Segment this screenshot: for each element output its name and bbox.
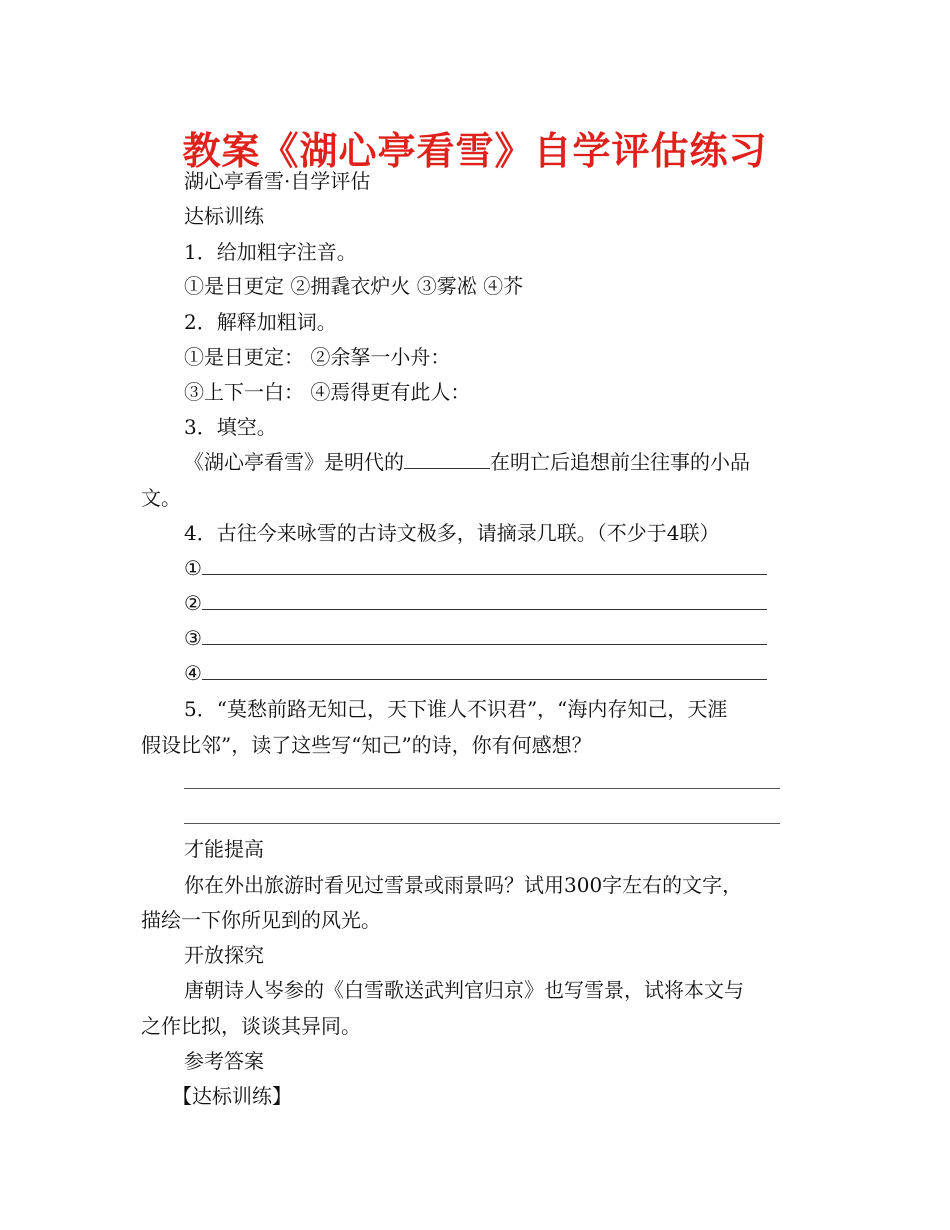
ability-line-2: 描绘一下你所见到的风光。 [141, 908, 381, 932]
question-3-text-before: 《湖心亭看雪》是明代的 [184, 450, 404, 474]
question-3-text-after: 在明亡后追想前尘往事的小品 [490, 450, 750, 474]
answer-blank[interactable] [202, 591, 767, 610]
answer-marker: ② [184, 591, 202, 615]
question-2-items-a: ①是日更定： ②余拏一小舟： [184, 345, 451, 369]
section-heading-ability: 才能提高 [184, 837, 264, 861]
subtitle: 湖心亭看雪·自学评估 [184, 169, 371, 193]
question-4-answer-line-1 [184, 555, 767, 581]
answer-marker: ① [184, 556, 202, 580]
section-heading-open-inquiry: 开放探究 [184, 943, 264, 967]
open-inquiry-line-2: 之作比拟，谈谈其异同。 [141, 1014, 361, 1038]
question-4-answer-line-3 [184, 625, 767, 651]
question-5-answer-rule-2[interactable] [184, 823, 780, 824]
question-4-answer-line-2 [184, 590, 767, 616]
answer-blank[interactable] [202, 556, 767, 575]
section-heading-standard-training: 达标训练 [184, 204, 264, 228]
question-5-line-2: 假设比邻”，读了这些写“知己”的诗，你有何感想？ [141, 733, 592, 757]
answer-blank[interactable] [202, 661, 767, 680]
question-5-answer-rule-1[interactable] [184, 788, 780, 789]
question-4: 4．古往今来咏雪的古诗文极多，请摘录几联。（不少于4联） [184, 521, 720, 545]
question-3-blank[interactable] [404, 450, 490, 469]
answer-marker: ③ [184, 626, 202, 650]
open-inquiry-line-1: 唐朝诗人岑参的《白雪歌送武判官归京》也写雪景，试将本文与 [184, 978, 744, 1002]
document-title: 教案《湖心亭看雪》自学评估练习 [182, 129, 768, 173]
question-2-items-b: ③上下一白： ④焉得更有此人： [184, 380, 471, 404]
question-3-fill-line [184, 449, 750, 475]
question-1-items: ①是日更定 ②拥毳衣炉火 ③雾凇 ④芥 [184, 274, 524, 298]
question-4-answer-line-4 [184, 660, 767, 686]
answer-marker: ④ [184, 661, 202, 685]
ability-line-1: 你在外出旅游时看见过雪景或雨景吗？试用300字左右的文字， [184, 873, 743, 897]
answers-subheading: 【达标训练】 [172, 1084, 292, 1108]
question-5-line-1: 5．“莫愁前路无知己，天下谁人不识君”，“海内存知己，天涯 [184, 697, 728, 721]
answer-blank[interactable] [202, 626, 767, 645]
question-3: 3．填空。 [184, 415, 277, 439]
question-3-wrap: 文。 [141, 486, 181, 510]
question-2: 2．解释加粗词。 [184, 310, 337, 334]
section-heading-answers: 参考答案 [184, 1049, 264, 1073]
question-1: 1．给加粗字注音。 [184, 240, 357, 264]
